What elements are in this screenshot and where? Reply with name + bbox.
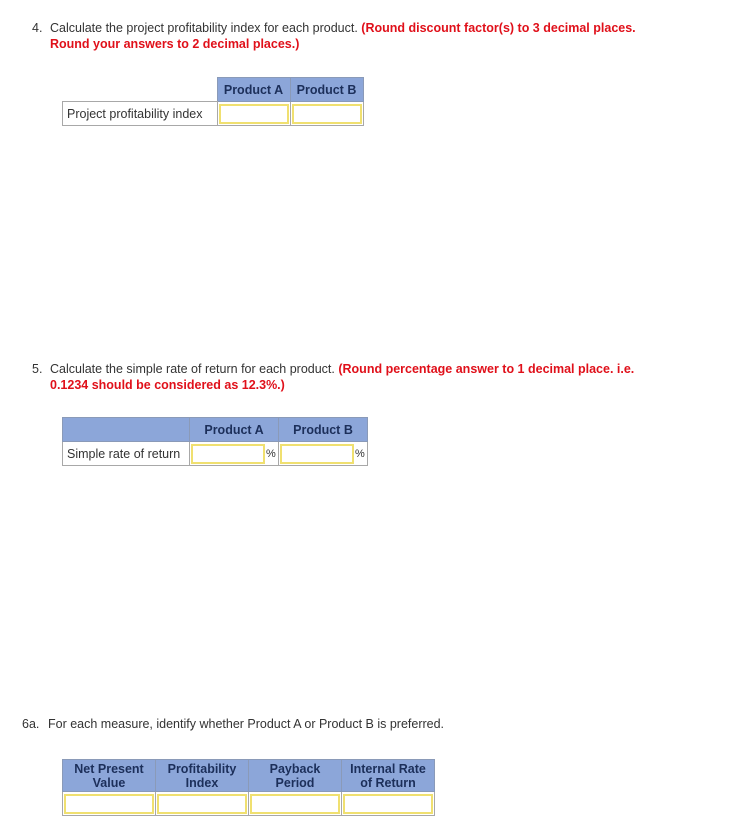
answer-cell: [156, 792, 249, 816]
answer-cell: [217, 102, 290, 126]
answer-cell: [342, 792, 435, 816]
empty-header: [63, 418, 190, 442]
irr-preference-select[interactable]: [343, 794, 433, 814]
simple-rate-table: [62, 417, 368, 466]
product-a-input[interactable]: [219, 104, 289, 124]
question-number: 5.: [32, 362, 43, 376]
answer-cell: [249, 792, 342, 816]
answer-cell: [290, 102, 363, 126]
preference-table: [62, 759, 435, 816]
column-header: Product A: [190, 418, 279, 442]
question-6a: [22, 716, 662, 732]
question-number: 6a.: [22, 717, 40, 731]
npv-preference-select[interactable]: [64, 794, 154, 814]
question-text: For each measure, identify whether Product A or Product B is preferred.: [48, 717, 445, 731]
product-b-input[interactable]: [292, 104, 362, 124]
answer-cell: [279, 442, 368, 466]
column-header: Internal Rate of Return: [342, 760, 435, 792]
percent-unit: %: [266, 447, 276, 460]
question-5: [32, 361, 672, 393]
answer-cell: [190, 442, 279, 466]
empty-header: [63, 78, 218, 102]
column-header: Product B: [279, 418, 368, 442]
question-number: 4.: [32, 21, 43, 35]
payback-preference-select[interactable]: [250, 794, 340, 814]
percent-unit: %: [355, 447, 365, 460]
row-label: Project profitability index: [63, 102, 218, 126]
column-header: Product A: [217, 78, 290, 102]
profitability-index-table: [62, 77, 364, 126]
question-text: Calculate the simple rate of return for each product.: [50, 362, 335, 376]
product-a-input[interactable]: [191, 444, 265, 464]
rounding-note: (Round percentage answer to 1 decimal place. i.e. 0.1234 should be considered as 12.3%.): [50, 362, 635, 392]
column-header: Product B: [290, 78, 363, 102]
column-header: Payback Period: [249, 760, 342, 792]
column-header: Net Present Value: [63, 760, 156, 792]
rounding-note: (Round discount factor(s) to 3 decimal places. Round your answers to 2 decimal places.): [50, 21, 636, 51]
column-header: Profitability Index: [156, 760, 249, 792]
profitability-preference-select[interactable]: [157, 794, 247, 814]
question-4: [32, 20, 672, 52]
question-text: Calculate the project profitability index for each product.: [50, 21, 358, 35]
product-b-input[interactable]: [280, 444, 354, 464]
answer-cell: [63, 792, 156, 816]
row-label: Simple rate of return: [63, 442, 190, 466]
